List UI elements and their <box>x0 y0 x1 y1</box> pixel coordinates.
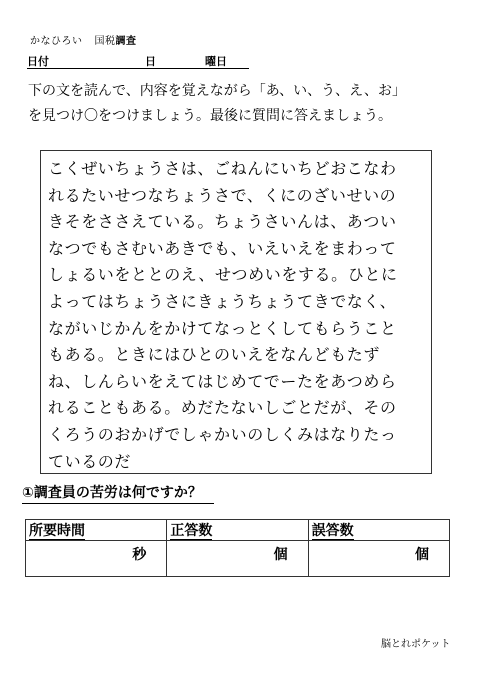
passage-line: くろうのおかげでしゃかいのしくみはなりたっ <box>48 424 397 444</box>
passage-line: よってはちょうさにきょうちょうてきでなく、 <box>48 291 397 311</box>
passage-line: もある。ときにはひとのいえをなんどもたず <box>48 345 381 365</box>
series-name: かなひろい <box>30 36 83 47</box>
reading-passage[interactable] <box>40 150 432 474</box>
question-1: ①調査員の苦労は何ですか？ <box>22 482 214 504</box>
wrong-header: 誤答数 <box>308 520 449 541</box>
weekday-label: 曜日 <box>205 55 227 68</box>
answer-table <box>25 519 450 577</box>
brand-footer: 脳とれポケット <box>381 639 451 650</box>
correct-header: 正答数 <box>167 520 308 541</box>
passage-line: ているのだ <box>48 451 132 471</box>
day-label: 日 <box>145 55 156 68</box>
seconds-unit: 秒 <box>132 547 147 563</box>
topic-light: 国税 <box>94 36 116 47</box>
date-label: 日付 <box>27 55 49 68</box>
passage-line: きそをささえている。ちょうさいんは、あつい <box>48 212 397 232</box>
time-answer-field[interactable] <box>26 541 167 577</box>
instruction-line: 下の文を読んで、内容を覚えながら「あ、い、う、え、お」 <box>28 83 406 99</box>
correct-answer-field[interactable] <box>167 541 308 577</box>
count-unit: 個 <box>273 547 288 563</box>
passage-line: なつでもさむいあきでも、いえいえをまわって <box>48 238 397 258</box>
passage-line: ね、しんらいをえてはじめてでーたをあつめら <box>48 371 397 391</box>
count-unit: 個 <box>415 547 429 563</box>
passage-line: ながいじかんをかけてなっとくしてもらうこと <box>48 318 397 338</box>
worksheet-title <box>30 32 137 47</box>
topic-bold: 調査 <box>115 36 137 47</box>
passage-line: れるたいせつなちょうさで、くにのざいせいの <box>48 185 397 205</box>
date-row <box>27 52 249 69</box>
instructions <box>28 79 468 129</box>
passage-line: こくぜいちょうさは、ごねんにいちどおこなわ <box>48 159 397 178</box>
passage-line: れることもある。めだたないしごとだが、その <box>48 398 397 418</box>
passage-line: しょるいをととのえ、せつめいをする。ひとに <box>48 265 398 285</box>
wrong-answer-field[interactable] <box>308 541 449 577</box>
instruction-line: を見つけ〇をつけましょう。最後に質問に答えましょう。 <box>28 108 392 124</box>
time-header: 所要時間 <box>26 520 167 541</box>
